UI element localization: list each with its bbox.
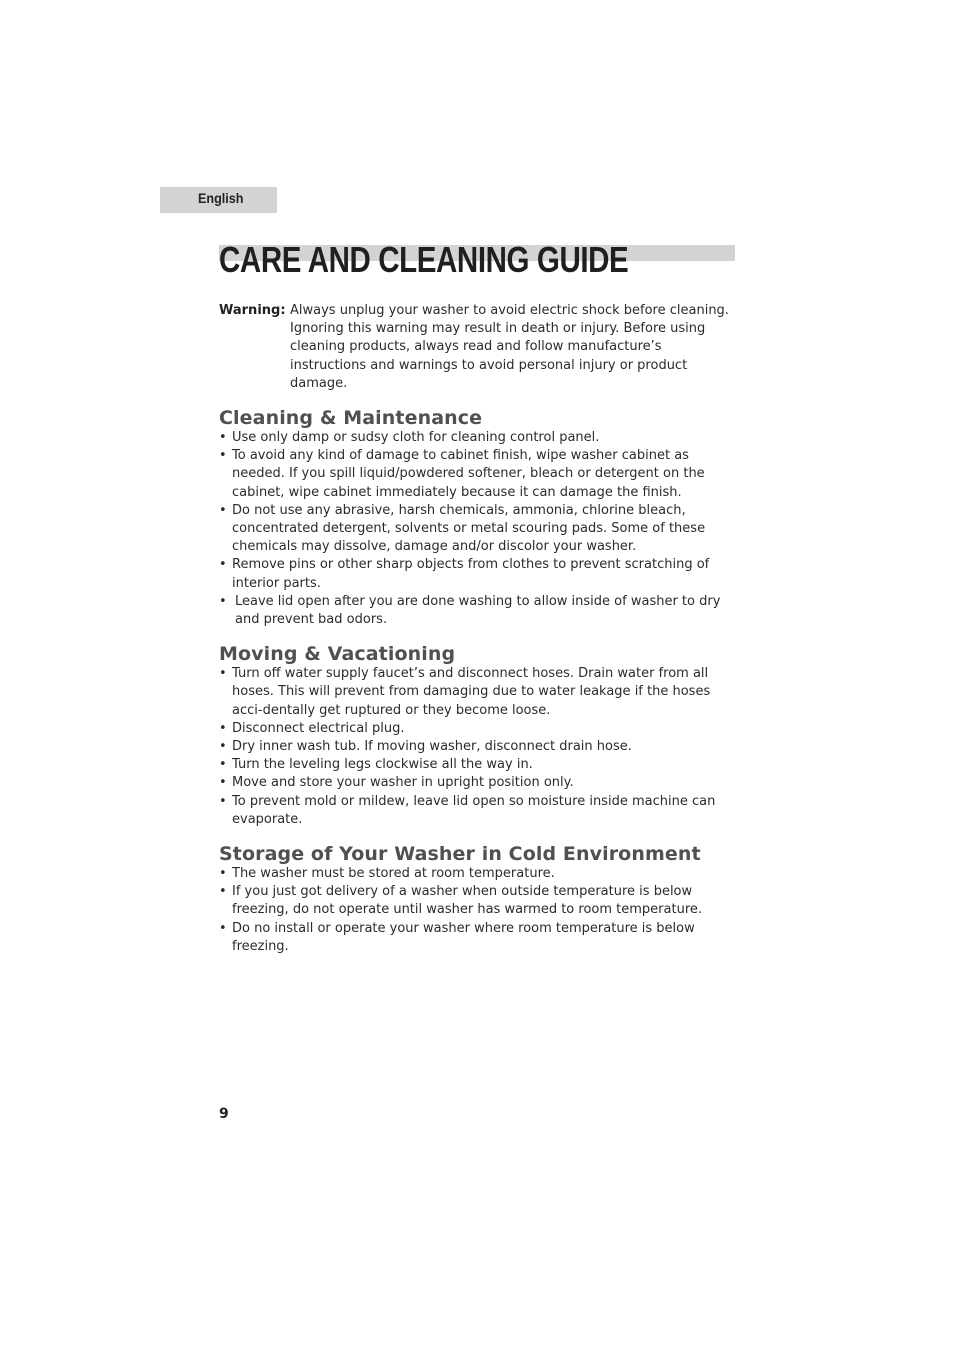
warning-label: Warning: xyxy=(219,303,286,318)
language-label: English xyxy=(198,190,244,206)
list-item: • Disconnect electrical plug. xyxy=(219,720,739,738)
list-item: • Turn the leveling legs clockwise all the way in. xyxy=(219,756,739,774)
section-heading: Cleaning & Maintenance xyxy=(219,407,483,430)
list-item: • Remove pins or other sharp objects from clothes to prevent scratching of interior parts. xyxy=(219,556,739,592)
page-content xyxy=(219,302,739,956)
language-tab xyxy=(160,187,277,213)
list-item: • To prevent mold or mildew, leave lid open so moisture inside machine can evaporate. xyxy=(219,793,739,829)
bullet-list xyxy=(219,429,739,629)
bullet-list xyxy=(219,665,739,829)
list-item: • Dry inner wash tub. If moving washer, disconnect drain hose. xyxy=(219,738,739,756)
section-heading: Moving & Vacationing xyxy=(219,643,456,666)
list-item: • The washer must be stored at room temperature. xyxy=(219,865,739,883)
page-number: 9 xyxy=(219,1106,229,1122)
list-item: • Turn off water supply faucet’s and disconnect hoses. Drain water from all hoses. This will prevent from damaging due to water leakage if the hoses acci-dentally get ruptured or they become loose. xyxy=(219,665,739,720)
warning-block xyxy=(219,302,739,393)
section-cleaning-maintenance xyxy=(219,407,739,629)
list-item: • Leave lid open after you are done washing to allow inside of washer to dry and prevent bad odors. xyxy=(219,593,739,629)
warning-text: Always unplug your washer to avoid electric shock before cleaning. Ignoring this warning may result in death or injury. Before using cleaning products, always read and follow manufacture’s instructions and warnings to avoid personal injury or product damage. xyxy=(290,303,729,391)
list-item: • Do not use any abrasive, harsh chemicals, ammonia, chlorine bleach, concentrated detergent, solvents or metal scouring pads. Some of these chemicals may dissolve, damage and/or discolor your washer. xyxy=(219,502,739,557)
list-item: • To avoid any kind of damage to cabinet finish, wipe washer cabinet as needed. If you spill liquid/powdered softener, bleach or detergent on the cabinet, wipe cabinet immediately because it can damage the finish. xyxy=(219,447,739,502)
section-moving-vacationing xyxy=(219,643,739,829)
page-title: CARE AND CLEANING GUIDE xyxy=(219,239,629,280)
list-item: • Move and store your washer in upright position only. xyxy=(219,774,739,792)
list-item: • Do no install or operate your washer where room temperature is below freezing. xyxy=(219,920,739,956)
section-cold-storage xyxy=(219,843,739,956)
bullet-list xyxy=(219,865,739,956)
list-item: • If you just got delivery of a washer when outside temperature is below freezing, do not operate until washer has warmed to room temperature. xyxy=(219,883,739,919)
list-item: • Use only damp or sudsy cloth for cleaning control panel. xyxy=(219,429,739,447)
section-heading: Storage of Your Washer in Cold Environment xyxy=(219,843,701,866)
